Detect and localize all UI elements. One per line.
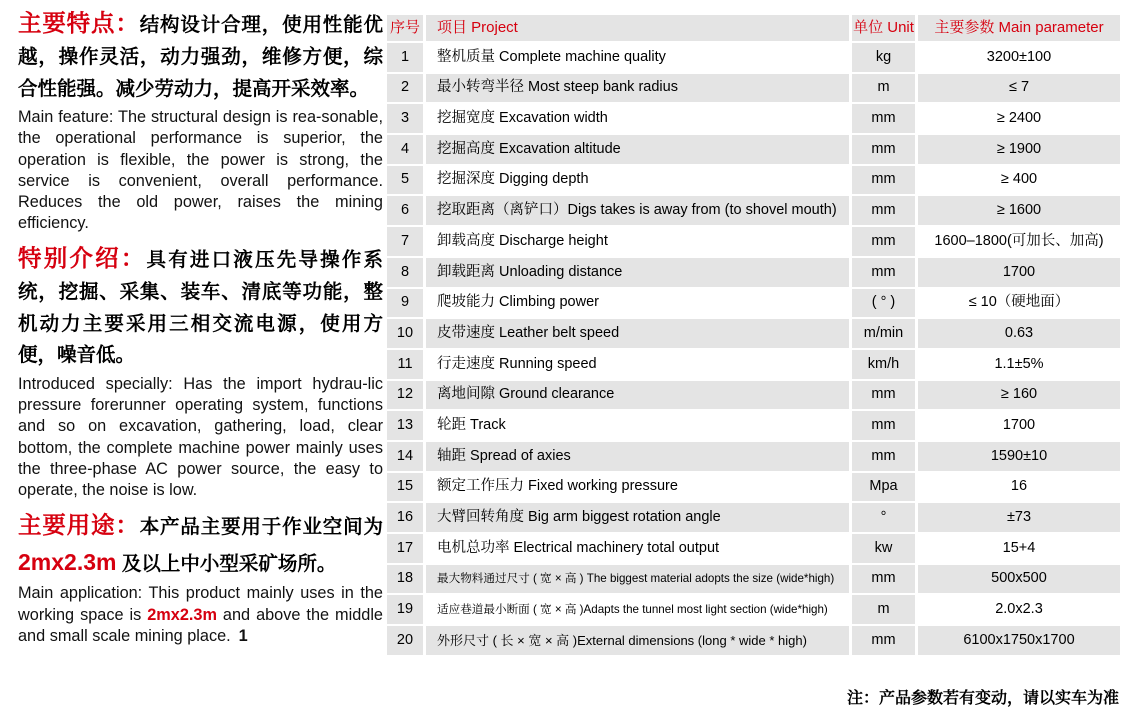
- project-cell: 最小转弯半径 Most steep bank radius: [426, 74, 849, 103]
- unit-cell: °: [852, 503, 915, 532]
- row-index-cell: 12: [387, 381, 423, 410]
- unit-cell: ( ° ): [852, 289, 915, 318]
- unit-cell: mm: [852, 227, 915, 256]
- section-cn-text: 具有进口液压先导操作系统，挖掘、采集、装车、清底等功能，整机动力主要采用三相交流电源，使用方便，噪音低。: [18, 249, 383, 367]
- row-index-cell: 10: [387, 319, 423, 348]
- project-cell: 挖掘深度 Digging depth: [426, 166, 849, 195]
- section-en-text: Introduced specially: Has the import hydrau-lic pressure forerunner operating system, functions and so on excavation, gathering, load, clear bottom, the complete machine power mainly uses the three-phase AC power source, the easy to operate, the noise is low.: [18, 375, 383, 499]
- text-section: [18, 506, 383, 647]
- unit-cell: mm: [852, 104, 915, 133]
- parameter-cell: 1.1±5%: [918, 350, 1120, 379]
- row-index-cell: 16: [387, 503, 423, 532]
- section-cn-paragraph: [18, 4, 383, 105]
- unit-cell: mm: [852, 381, 915, 410]
- row-index-cell: 14: [387, 442, 423, 471]
- parameter-cell: ≤ 10（硬地面）: [918, 289, 1120, 318]
- project-cell: 最大物料通过尺寸 ( 宽 × 高 ) The biggest material adopts the size (wide*high): [426, 565, 849, 594]
- section-en-text: and above the middle and small scale mining place.: [18, 605, 383, 645]
- unit-cell: mm: [852, 135, 915, 164]
- row-index-cell: 15: [387, 473, 423, 502]
- row-index-cell: 1: [387, 43, 423, 72]
- row-index-cell: 5: [387, 166, 423, 195]
- row-index-cell: 6: [387, 196, 423, 225]
- row-index-cell: 4: [387, 135, 423, 164]
- unit-cell: mm: [852, 196, 915, 225]
- section-heading: 主要特点：: [18, 10, 140, 36]
- unit-cell: mm: [852, 411, 915, 440]
- project-cell: 挖取距离（离铲口）Digs takes is away from (to shovel mouth): [426, 196, 849, 225]
- unit-cell: m: [852, 74, 915, 103]
- section-cn-paragraph: [18, 506, 383, 581]
- header-cell-project: 项目 Project: [426, 15, 849, 41]
- unit-cell: Mpa: [852, 473, 915, 502]
- project-cell: 额定工作压力 Fixed working pressure: [426, 473, 849, 502]
- project-cell: 挖掘高度 Excavation altitude: [426, 135, 849, 164]
- row-index-cell: 9: [387, 289, 423, 318]
- parameter-cell: ≥ 160: [918, 381, 1120, 410]
- header-cell-index: 序号: [387, 15, 423, 41]
- section-en-paragraph: [18, 583, 383, 647]
- text-section: [18, 4, 383, 234]
- row-index-cell: 20: [387, 626, 423, 655]
- parameter-cell: 16: [918, 473, 1120, 502]
- parameter-cell: ≤ 7: [918, 74, 1120, 103]
- parameter-cell: 500x500: [918, 565, 1120, 594]
- header-cell-unit: 单位 Unit: [852, 15, 915, 41]
- unit-cell: mm: [852, 166, 915, 195]
- unit-cell: mm: [852, 626, 915, 655]
- unit-cell: kg: [852, 43, 915, 72]
- parameter-cell: ≥ 2400: [918, 104, 1120, 133]
- unit-cell: mm: [852, 565, 915, 594]
- section-en-text: Main feature: The structural design is rea-sonable, the operational performance is superior, the operation is flexible, the power is strong, the service is convenient, overall performance. Reduces the old power, raises the mining efficiency.: [18, 108, 383, 233]
- unit-cell: m: [852, 595, 915, 624]
- parameter-cell: 1600–1800(可加长、加高): [918, 227, 1120, 256]
- unit-cell: kw: [852, 534, 915, 563]
- header-cell-parameter: 主要参数 Main parameter: [918, 15, 1120, 41]
- parameter-cell: 2.0x2.3: [918, 595, 1120, 624]
- section-en-text: Main application: This product mainly uses in the working space is: [18, 584, 383, 624]
- project-cell: 整机质量 Complete machine quality: [426, 43, 849, 72]
- parameter-cell: 1590±10: [918, 442, 1120, 471]
- row-index-cell: 19: [387, 595, 423, 624]
- project-cell: 挖掘宽度 Excavation width: [426, 104, 849, 133]
- project-cell: 轴距 Spread of axies: [426, 442, 849, 471]
- row-index-cell: 18: [387, 565, 423, 594]
- highlight-dimension: 2mx2.3m: [18, 549, 117, 576]
- section-cn-text: 本产品主要用于作业空间为: [139, 516, 383, 539]
- project-cell: 卸载距离 Unloading distance: [426, 258, 849, 287]
- parameter-cell: ±73: [918, 503, 1120, 532]
- project-cell: 皮带速度 Leather belt speed: [426, 319, 849, 348]
- page-number: 1: [238, 626, 248, 645]
- parameter-cell: 6100x1750x1700: [918, 626, 1120, 655]
- unit-cell: km/h: [852, 350, 915, 379]
- project-cell: 离地间隙 Ground clearance: [426, 381, 849, 410]
- row-index-cell: 13: [387, 411, 423, 440]
- parameter-cell: 3200±100: [918, 43, 1120, 72]
- project-cell: 外形尺寸 ( 长 × 宽 × 高 )External dimensions (long * wide * high): [426, 626, 849, 655]
- section-cn-text: 结构设计合理，使用性能优越，操作灵活，动力强劲，维修方便，综合性能强。减少劳动力，提高开采效率。: [18, 14, 383, 100]
- section-cn-text: 及以上中小型采矿场所。: [116, 553, 337, 576]
- parameter-cell: ≥ 400: [918, 166, 1120, 195]
- footer-note: 注：产品参数若有变动，请以实车为准: [846, 690, 1119, 707]
- parameter-cell: 0.63: [918, 319, 1120, 348]
- section-en-paragraph: [18, 107, 383, 234]
- parameter-cell: 1700: [918, 258, 1120, 287]
- project-cell: 电机总功率 Electrical machinery total output: [426, 534, 849, 563]
- spec-table: [387, 15, 1120, 655]
- parameter-cell: 15+4: [918, 534, 1120, 563]
- row-index-cell: 17: [387, 534, 423, 563]
- row-index-cell: 3: [387, 104, 423, 133]
- section-heading: 特别介绍：: [18, 245, 147, 272]
- highlight-dimension: 2mx2.3m: [147, 605, 217, 624]
- text-section: [18, 239, 383, 501]
- row-index-cell: 7: [387, 227, 423, 256]
- unit-cell: mm: [852, 258, 915, 287]
- project-cell: 爬坡能力 Climbing power: [426, 289, 849, 318]
- parameter-cell: ≥ 1900: [918, 135, 1120, 164]
- parameter-cell: 1700: [918, 411, 1120, 440]
- row-index-cell: 8: [387, 258, 423, 287]
- row-index-cell: 11: [387, 350, 423, 379]
- project-cell: 行走速度 Running speed: [426, 350, 849, 379]
- section-cn-paragraph: [18, 239, 383, 372]
- section-en-paragraph: [18, 374, 383, 501]
- section-heading: 主要用途：: [18, 512, 140, 539]
- parameter-cell: ≥ 1600: [918, 196, 1120, 225]
- project-cell: 适应巷道最小断面 ( 宽 × 高 )Adapts the tunnel most light section (wide*high): [426, 595, 849, 624]
- project-cell: 大臂回转角度 Big arm biggest rotation angle: [426, 503, 849, 532]
- row-index-cell: 2: [387, 74, 423, 103]
- unit-cell: mm: [852, 442, 915, 471]
- project-cell: 轮距 Track: [426, 411, 849, 440]
- left-panel: [18, 4, 383, 652]
- project-cell: 卸载高度 Discharge height: [426, 227, 849, 256]
- unit-cell: m/min: [852, 319, 915, 348]
